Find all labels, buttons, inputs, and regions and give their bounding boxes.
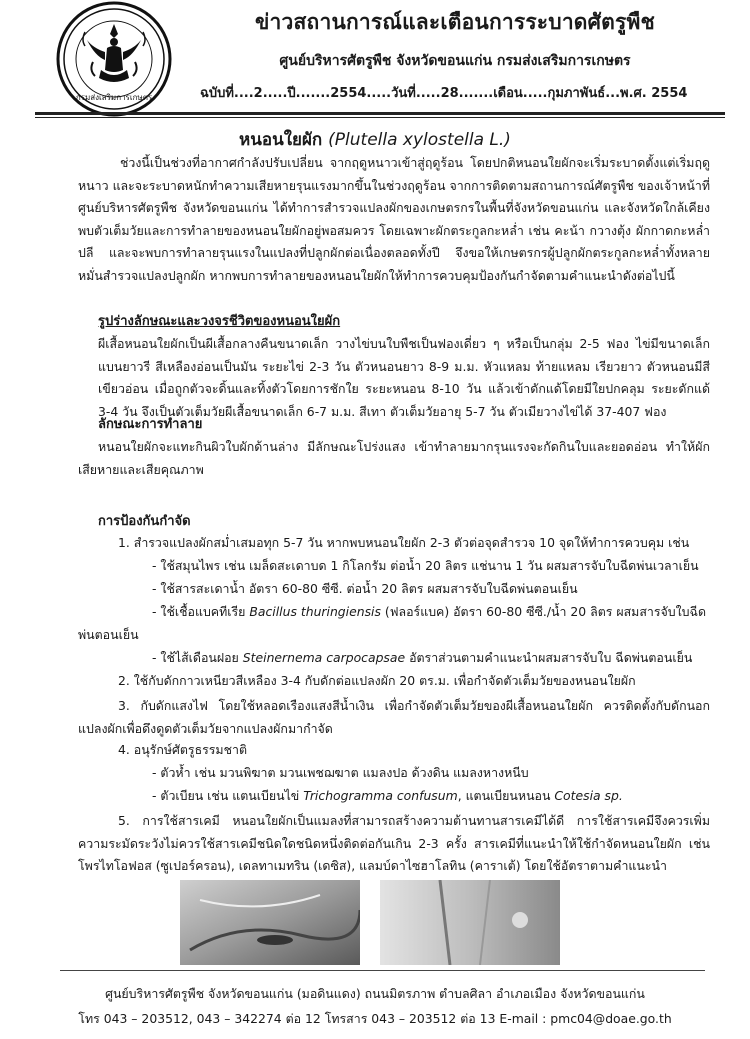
control-item-1d [152,649,692,668]
footer-address: ศูนย์บริหารศัตรูพืช จังหวัดขอนแก่น (มอดินแดง) ถนนมิตรภาพ ตำบลศิลา อำเภอเมือง จังหวัดขอนแก่น [105,986,645,1001]
header-rule [35,112,725,115]
control-item-4a: - ตัวห้ำ เช่น มวนพิฆาต มวนเพชฌฆาต แมลงปอ ด้วงดิน แมลงหางหนีบ [152,765,529,780]
control-heading: การป้องกันกำจัด [98,514,191,529]
issue-line: ฉบับที่....2.....ปี.......2554.....วันที่.....28.......เดือน.....กุมภาพันธ์...พ.ศ. 2554 [200,86,688,101]
damage-paragraph: หนอนใยผักจะแทะกินผิวใบผักด้านล่าง มีลักษณะโปร่งแสง เข้าทำลายมากรุนแรงจะกัดกินใบและยอดอ่อน ทำให้ผักเสียหายและเสียคุณภาพ [78,439,710,477]
logo-text: กรมส่งเสริมการเกษตร [75,93,153,102]
footer-contact: โทร 043 – 203512, 043 – 342274 ต่อ 12 โทรสาร 043 – 203512 ต่อ 13 E-mail : pmc04@doae.go.th [78,1011,672,1026]
control-item-5: 5. การใช้สารเคมี หนอนใยผักเป็นแมลงที่สามารถสร้างความต้านทานสารเคมีได้ดี การใช้สารเคมีจึงควรเพิ่มความระมัดระวังไม่ควรใช้สารเคมีชนิดใดชนิดหนึ่งติดต่อกันเกิน 2-3 ครั้ง สารเคมีที่แนะนำให้ใช้กำจัดหนอนใยผัก เช่น โพรไทโอฟอส (ซูเปอร์ครอน), เดลทาเมทริน (เดซิส), แลมบ์ดาไซฮาโลทิน (คาราเต้) โดยใช้อัตราตามคำแนะนำ [78,813,710,873]
damage-heading: ลักษณะการทำลาย [98,417,203,432]
bulletin-title: ข่าวสถานการณ์และเตือนการระบาดศัตรูพืช [254,10,655,34]
steinernema-name: Steinernema carpocapsae [242,650,406,665]
control-item-1a: - ใช้สมุนไพร เช่น เมล็ดสะเดาบด 1 กิโลกรัม ต่อน้ำ 20 ลิตร แช่นาน 1 วัน ผสมสารจับใบฉีดพ่นเวลาเย็น [152,558,699,573]
lifecycle-heading: รูปร่างลักษณะและวงจรชีวิตของหนอนใยผัก [98,314,341,329]
control-item-4b-mid: , แตนเบียนหนอน [457,788,551,803]
trichogramma-name: Trichogramma confusum [303,788,458,803]
department-emblem-icon [55,0,173,118]
control-item-2: 2. ใช้กับดักกาวเหนียวสีเหลือง 3-4 กับดักต่อแปลงผัก 20 ตร.ม. เพื่อกำจัดตัวเต็มวัยของหนอนใยผัก [118,673,636,688]
photo-leaf-damage [380,880,560,965]
bacillus-name: Bacillus thuringiensis [249,604,381,619]
control-item-1c-text: - ใช้เชื้อแบคทีเรีย [152,604,246,619]
photo-larva-on-leaf [180,880,360,965]
article-title [0,126,750,153]
control-item-4b-text: - ตัวเบียน เช่น แตนเบียนไข่ [152,788,300,803]
control-item-1b: - ใช้สารสะเดาน้ำ อัตรา 60-80 ซีซี. ต่อน้ำ 20 ลิตร ผสมสารจับใบฉีดพ่นตอนเย็น [152,581,578,596]
photo-strip [180,880,560,965]
cotesia-name: Cotesia sp. [554,788,623,803]
control-item-4b [152,787,623,806]
intro-paragraph: ช่วงนี้เป็นช่วงที่อากาศกำลังปรับเปลี่ยน จากฤดูหนาวเข้าสู่ฤดูร้อน โดยปกติหนอนใยผักจะเริ่มระบาดตั้งแต่เริ่มฤดูหนาว และจะระบาดหนักทำความเสียหายรุนแรงมากขึ้นในช่วงฤดูร้อน จากการติดตามสถานการณ์ศัตรูพืช ของเจ้าหน้าที่ศูนย์บริหารศัตรูพืช จังหวัดขอนแก่น ได้ทำการสำรวจแปลงผักของเกษตรกรในพื้นที่จังหวัดขอนแก่น และจังหวัดใกล้เคียง พบตัวเต็มวัยและการทำลายของหนอนใยผักอยู่พอสมควร โดยเฉพาะผักตระกูลกะหล่ำ เช่น คะน้า กวางตุ้ง ผักกาดกะหล่ำปลี และจะพบการทำลายรุนแรงในแปลงที่ปลูกผักต่อเนื่องตลอดทั้งปี จึงขอให้เกษตรกรผู้ปลูกผักตระกูลกะหล่ำทั้งหลายหมั่นสำรวจแปลงปลูกผัก หากพบการทำลายของหนอนใยผักให้ทำการควบคุมป้องกันกำจัดตามคำแนะนำดังต่อไปนี้ [78,155,710,283]
control-item-1c [152,603,706,622]
article-title-thai: หนอนใยผัก [239,130,323,150]
control-item-3: 3. กับดักแสงไฟ โดยใช้หลอดเรืองแสงสีน้ำเงิน เพื่อกำจัดตัวเต็มวัยของผีเสื้อหนอนใยผัก ควรติดตั้งกับดักนอกแปลงผักเพื่อดึงดูดตัวเต็มวัยจากแปลงผักมากำจัด [78,698,710,736]
control-item-1c-wrap: พ่นตอนเย็น [78,627,139,642]
control-item-1d-text: - ใช้ไส้เดือนฝอย [152,650,239,665]
control-item-1d-rate: อัตราส่วนตามคำแนะนำผสมสารจับใบ ฉีดพ่นตอนเย็น [409,650,693,665]
control-item-4: 4. อนุรักษ์ศัตรูธรรมชาติ [118,742,248,757]
article-title-scientific: (Plutella xylostella L.) [328,130,511,150]
bulletin-subtitle: ศูนย์บริหารศัตรูพืช จังหวัดขอนแก่น กรมส่งเสริมการเกษตร [279,53,631,69]
control-item-1: 1. สำรวจแปลงผักสม่ำเสมอทุก 5-7 วัน หากพบหนอนใยผัก 2-3 ตัวต่อจุดสำรวจ 10 จุดให้ทำการควบคุม เช่น [118,535,690,550]
control-item-1c-rate: (ฟลอร์แบค) อัตรา 60-80 ซีซี./น้ำ 20 ลิตร ผสมสารจับใบฉีด [384,604,707,619]
lifecycle-paragraph: ผีเสื้อหนอนใยผักเป็นผีเสื้อกลางคืนขนาดเล็ก วางไข่บนใบพืชเป็นฟองเดี่ยว ๆ หรือเป็นกลุ่ม 2-5 ฟอง ไข่มีขนาดเล็กแบนยาวรี สีเหลืองอ่อนเป็นมัน ระยะไข่ 2-3 วัน ตัวหนอนยาว 8-9 ม.ม. หัวแหลม ท้ายแหลม เรียวยาว ตัวหนอนมีสีเขียวอ่อน เมื่อถูกตัวจะดิ้นและทิ้งตัวโดยการชักใย ระยะหนอน 8-10 วัน แล้วเข้าดักแด้โดยมีใยปกคลุม ระยะดักแด้ 3-4 วัน จึงเป็นตัวเต็มวัยผีเสื้อขนาดเล็ก 6-7 ม.ม. สีเทา ตัวเต็มวัยอายุ 5-7 วัน ตัวเมียวางไข่ได้ 37-407 ฟอง [98,336,710,419]
header-rule-thin [35,117,725,118]
footer-rule [60,970,705,971]
